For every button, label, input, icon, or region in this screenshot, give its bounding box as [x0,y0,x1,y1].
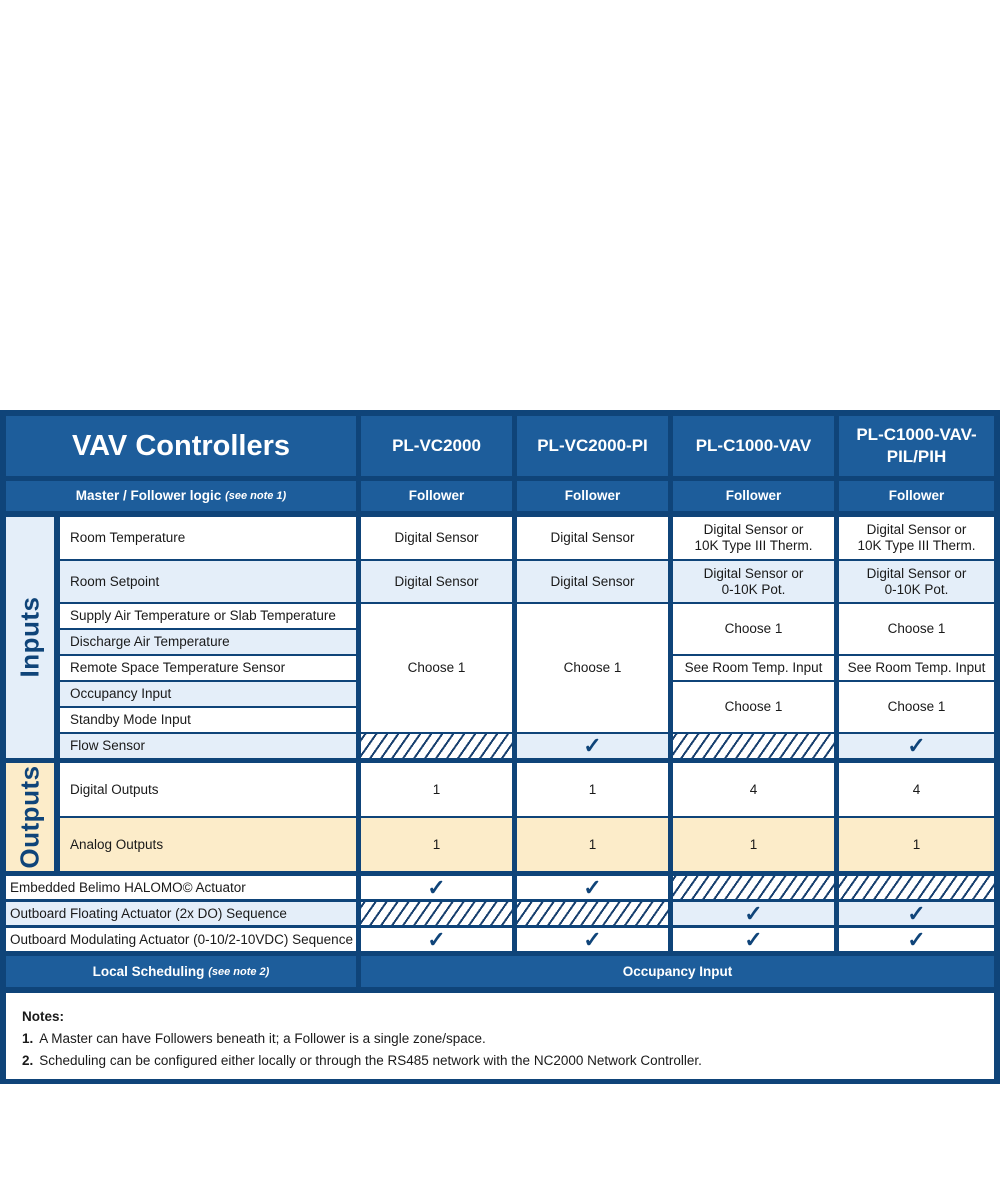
room-setpoint-value: Digital Sensor [361,561,512,602]
check-icon: ✓ [839,902,994,925]
room-temp-line: Digital Sensor or [703,522,804,537]
local-scheduling-text: Local Scheduling [92,963,205,979]
note-item [22,1028,978,1050]
room-setpoint-line: 0-10K Pot. [884,581,949,597]
column-header-pl-vc2000: PL-VC2000 [361,416,512,476]
room-temp-line: 10K Type III Therm. [857,538,976,553]
choose-cell: Choose 1 [673,682,834,732]
choose-cell: Choose 1 [361,604,512,732]
analog-outputs-value: 1 [839,818,994,871]
check-icon: ✓ [361,876,512,899]
digital-outputs-value: 4 [839,763,994,816]
room-setpoint-value [839,561,994,602]
table-title: VAV Controllers [6,416,356,476]
row-label-belimo: Embedded Belimo HALOMO© Actuator [6,876,356,899]
not-available-cell [361,902,512,925]
note-1-ref: (see note 1) [225,490,287,502]
digital-outputs-value: 1 [361,763,512,816]
row-label-floating: Outboard Floating Actuator (2x DO) Sequence [6,902,356,925]
room-temp-line: 10K Type III Therm. [694,538,813,553]
row-label-remote-space: Remote Space Temperature Sensor [60,656,356,680]
outputs-group-label: Outputs [14,765,45,869]
note-number: 1. [22,1031,34,1046]
check-icon: ✓ [517,734,668,758]
analog-outputs-value: 1 [673,818,834,871]
not-available-cell [839,876,994,899]
not-available-cell [673,734,834,758]
note-text: Scheduling can be configured either locally or through the RS485 network with the NC2000 Network Controller. [39,1053,702,1068]
check-icon: ✓ [361,928,512,951]
check-icon: ✓ [673,902,834,925]
choose-cell: Choose 1 [839,682,994,732]
room-setpoint-value: Digital Sensor [517,561,668,602]
room-temp-value [673,517,834,559]
choose-cell: Choose 1 [673,604,834,654]
notes-box [6,993,994,1079]
column-header-pl-c1000-vav: PL-C1000-VAV [673,416,834,476]
local-scheduling-label [6,956,356,987]
choose-cell: Choose 1 [517,604,668,732]
not-available-cell [673,876,834,899]
digital-outputs-value: 1 [517,763,668,816]
room-temp-value: Digital Sensor [361,517,512,559]
not-available-cell [361,734,512,758]
row-label-room-setpoint: Room Setpoint [60,561,356,602]
digital-outputs-value: 4 [673,763,834,816]
check-icon: ✓ [839,928,994,951]
row-label-flow-sensor: Flow Sensor [60,734,356,758]
room-temp-line: Digital Sensor or [866,522,967,537]
row-label-discharge-air: Discharge Air Temperature [60,630,356,654]
column-header-pl-c1000-vav-pil-pih: PL-C1000-VAV-PIL/PIH [839,416,994,476]
check-icon: ✓ [517,928,668,951]
row-label-standby: Standby Mode Input [60,708,356,732]
note-2-ref: (see note 2) [208,965,270,978]
column-header-pl-vc2000-pi: PL-VC2000-PI [517,416,668,476]
room-temp-value: Digital Sensor [517,517,668,559]
note-text: A Master can have Followers beneath it; a Follower is a single zone/space. [39,1031,486,1046]
local-scheduling-value: Occupancy Input [361,956,994,987]
check-icon: ✓ [673,928,834,951]
master-follower-text: Master / Follower logic [75,488,222,503]
see-room-temp-cell: See Room Temp. Input [673,656,834,680]
row-label-occupancy: Occupancy Input [60,682,356,706]
room-setpoint-line: Digital Sensor or [703,565,804,581]
note-number: 2. [22,1053,34,1068]
room-setpoint-value [673,561,834,602]
master-follower-value: Follower [361,481,512,511]
analog-outputs-value: 1 [361,818,512,871]
notes-title: Notes: [22,1009,65,1024]
choose-cell: Choose 1 [839,604,994,654]
see-room-temp-cell: See Room Temp. Input [839,656,994,680]
row-label-analog-outputs: Analog Outputs [60,818,356,871]
master-follower-value: Follower [839,481,994,511]
row-label-digital-outputs: Digital Outputs [60,763,356,816]
room-setpoint-line: 0-10K Pot. [721,581,786,597]
inputs-group-label: Inputs [14,596,45,678]
master-follower-value: Follower [517,481,668,511]
note-item [22,1050,978,1072]
check-icon: ✓ [839,734,994,758]
check-icon: ✓ [517,876,668,899]
row-label-supply-air: Supply Air Temperature or Slab Temperature [60,604,356,628]
row-label-modulating: Outboard Modulating Actuator (0-10/2-10VDC) Sequence [6,928,356,951]
row-label-room-temperature: Room Temperature [60,517,356,559]
analog-outputs-value: 1 [517,818,668,871]
master-follower-value: Follower [673,481,834,511]
master-follower-label [6,481,356,511]
room-temp-value [839,517,994,559]
not-available-cell [517,902,668,925]
room-setpoint-line: Digital Sensor or [866,565,967,581]
